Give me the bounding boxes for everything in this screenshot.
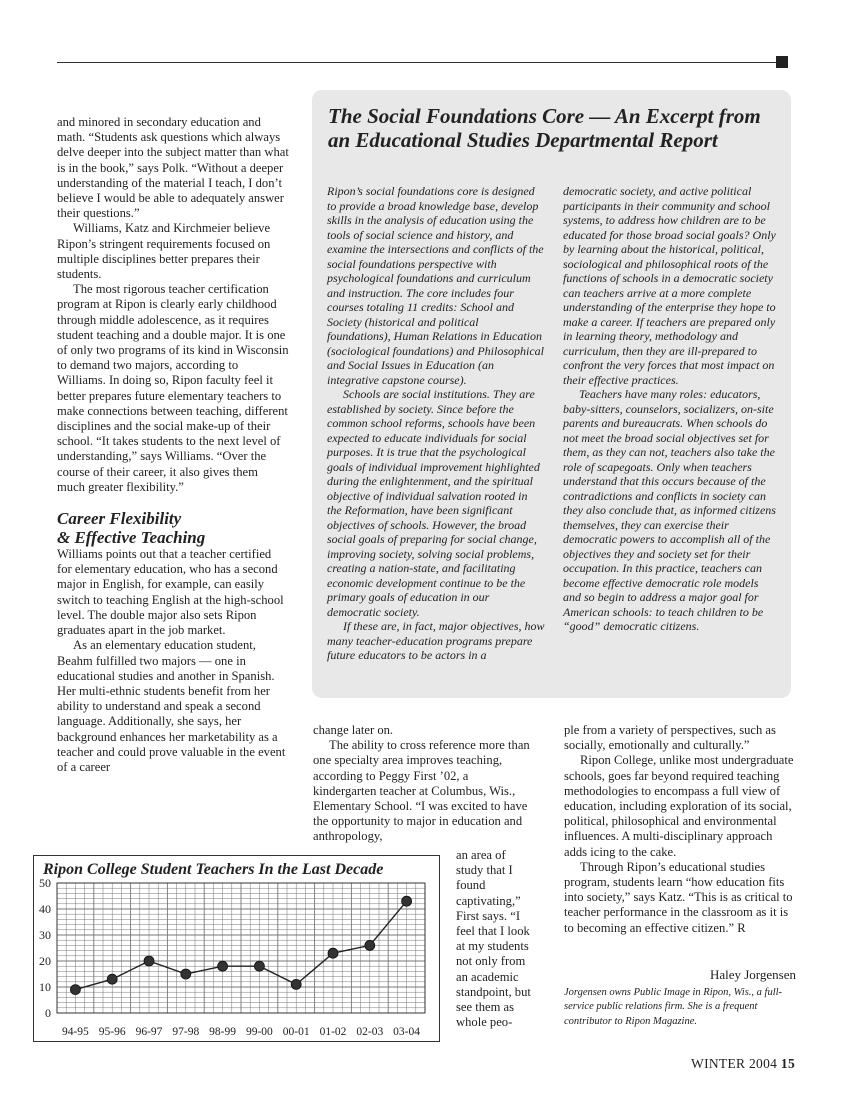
paragraph: and minored in secondary education and math. “Students ask questions which always delve deeper into the subject matter than what is in the book,” says Polk. “Without a deeper understanding of the material I teach, I don’t believe I would be able to adequately answer their questions.” (57, 115, 289, 221)
paragraph: an area of study that I found captivating,” First says. “I feel that I look at my students not only from an academic standpoint, but see them as whole peo- (456, 848, 531, 1030)
paragraph: Williams, Katz and Kirchmeier believe Ripon’s stringent requirements focused on multiple disciplines better prepares their students. (57, 221, 271, 282)
x-tick-label: 03-04 (393, 1026, 421, 1038)
author-bio: Jorgensen owns Public Image in Ripon, Wis., a full-service public relations firm. She is a frequent contributor to Ripon Magazine. (564, 987, 783, 1027)
sidebar-paragraph: If these are, in fact, major objectives, how many teacher-education programs prepare future educators to be actors in a (327, 619, 545, 662)
x-tick-label: 96-97 (135, 1026, 163, 1038)
x-tick-label: 94-95 (61, 1026, 89, 1038)
y-tick-label: 10 (39, 980, 51, 994)
x-tick-label: 02-03 (356, 1026, 384, 1038)
y-tick-label: 50 (39, 876, 51, 890)
paragraph: Ripon College, unlike most undergraduate schools, goes far beyond required teaching methodologies to encompass a full view of education, including exploration of its social, political, philosophical and environmental influences. A multi-disciplinary approach adds icing to the cake. (564, 753, 794, 859)
data-point (107, 974, 117, 984)
chart-title: Ripon College Student Teachers In the Last Decade (43, 861, 384, 878)
x-tick-label: 98-99 (209, 1026, 237, 1038)
paragraph: Through Ripon’s educational studies program, students learn “how education fits into society,” says Katz. “This is as critical to teacher performance in the classroom as it is to becoming an effective citizen.” R (564, 859, 793, 935)
page-footer (691, 1056, 795, 1072)
subhead-line-2: & Effective Teaching (57, 528, 206, 548)
sidebar-paragraph: Teachers have many roles: educators, baby-sitters, counselors, socializers, on-site parents and bureaucrats. When schools do not meet the broad social objectives set for them, as they can not, teachers also take the role of scapegoats. Only when teachers understand that this occurs because of the contradictions and conflicts in society can they also conclude that, as informed citizens themselves, they can exercise their democratic powers to accomplish all of the objectives they and society set for their occupation. In this practice, teachers can become effective democratic role models and so begin to address a major goal for American schools: to teach children to be “good” democratic citizens. (563, 387, 776, 633)
author-signature: Haley Jorgensen (709, 967, 796, 982)
x-tick-label: 00-01 (282, 1026, 310, 1038)
x-tick-label: 95-96 (98, 1026, 126, 1038)
paragraph: ple from a variety of perspectives, such as socially, emotionally and culturally.” (564, 723, 776, 753)
y-tick-label: 20 (39, 954, 51, 968)
data-point (70, 985, 80, 995)
y-tick-label: 40 (39, 902, 51, 916)
paragraph: Williams points out that a teacher certified for elementary education, who has a second major in English, for example, can easily switch to teaching English at the high-school level. The double major also sets Ripon graduates apart in the job market. (57, 547, 284, 638)
paragraph: The ability to cross reference more than one specialty area improves teaching, according to Peggy First ’02, a kindergarten teacher at Columbus, Wis., Elementary School. “I was excited to have the opportunity to major in education and anthropology, (313, 738, 530, 844)
data-point (181, 969, 191, 979)
x-tick-label: 99-00 (245, 1026, 273, 1038)
paragraph: change later on. (313, 723, 394, 737)
subhead-line-1: Career Flexibility (57, 509, 182, 529)
paragraph: As an elementary education student, Beahm fulfilled two majors — one in educational studies and another in Spanish. Her multi-ethnic students benefit from her ability to understand and speak a second language. Additionally, she says, her background enhances her marketability as a teacher and could prove valuable in the event of a career (57, 638, 286, 774)
paragraph: The most rigorous teacher certification program at Ripon is clearly early childhood through middle adolescence, as it requires student teaching and a double major. It is one of only two programs of its kind in Wisconsin to demand two majors, according to Williams. In doing so, Ripon faculty feel it better prepares future elementary teachers to make connections between teaching, different disciplines and the social make-up of their school. “It takes students to the next level of understanding,” says Williams. “Over the course of their career, it also gives them much greater flexibility.” (57, 282, 289, 494)
sidebar-paragraph: Ripon’s social foundations core is designed to provide a broad knowledge base, develop skills in the analysis of education using the tools of social science and history, and examine the intersections and conflicts of the social foundations perspective with psychological foundations and curriculum and instruction. The core includes four courses totaling 11 credits: School and Society (historical and political foundations), Human Relations in Education (sociological foundations) and Philosophical and Social Issues in Education (an integrative capstone course). (327, 184, 544, 387)
sidebar-title: The Social Foundations Core — An Excerpt from an Educational Studies Departmental Report (328, 104, 761, 152)
data-point (291, 979, 301, 989)
data-point (218, 961, 228, 971)
y-tick-label: 0 (45, 1006, 51, 1020)
y-tick-label: 30 (39, 928, 51, 942)
x-tick-label: 01-02 (319, 1026, 347, 1038)
sidebar-paragraph: Schools are social institutions. They are established by society. Since before the common school reforms, schools have been expected to educate individuals for social purposes. It is true that the psychological goals of individual improvement highlighted during the enlightenment, and the spiritual objective of individual salvation rooted in the Reformation, have been significant objectives of schools. However, the broad social goals of preparing for social change, improving society, solving social problems, creating a nation-state, and facilitating economic development continue to be the primary goals of education in our democratic society. (327, 387, 540, 619)
x-tick-label: 97-98 (172, 1026, 200, 1038)
page-number: 15 (780, 1056, 795, 1071)
issue-label: WINTER 2004 (691, 1056, 778, 1071)
data-point (144, 956, 154, 966)
data-point (365, 940, 375, 950)
data-point (328, 948, 338, 958)
sidebar-paragraph: democratic society, and active political participants in their community and school systems, to address how children are to be educated for those broad social goals? Only by learning about the historical, political, sociological and philosophical roots of the functions of schools in a democratic society can teachers arrive at a more complete understanding of the enterprise they hope to make a career. If teachers are prepared only in learning theory, methodology and curriculum, then they are ill-prepared to confront the very forces that most impact on their effective practices. (563, 184, 776, 387)
data-point (402, 896, 412, 906)
data-point (254, 961, 264, 971)
